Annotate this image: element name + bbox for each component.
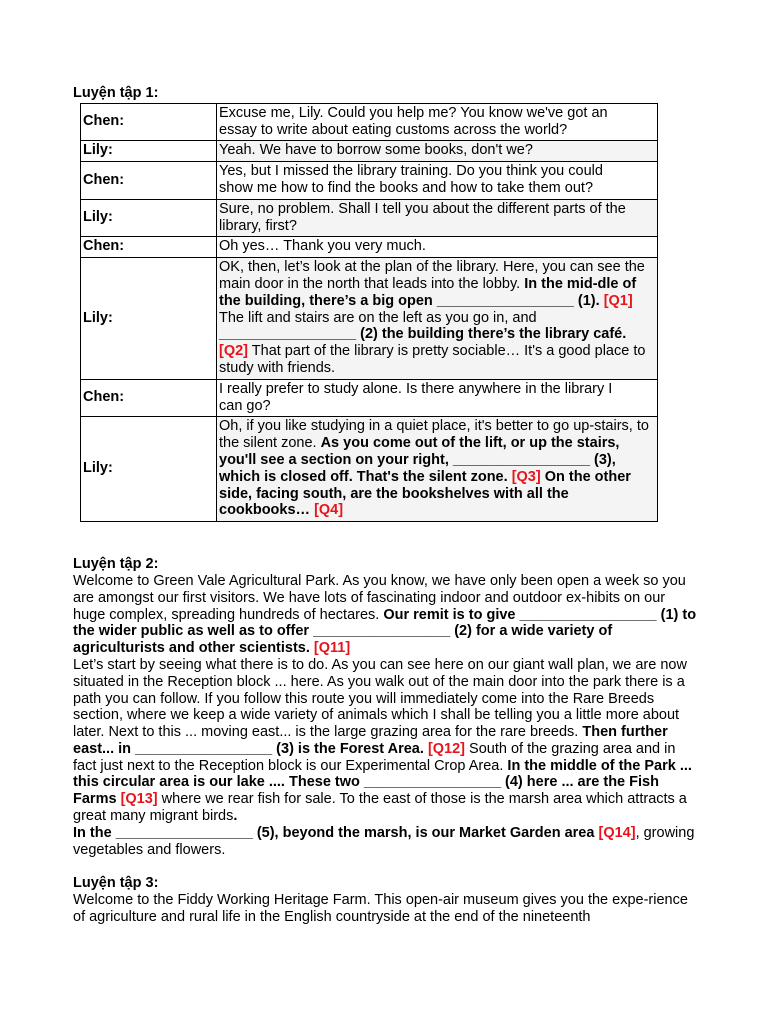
table-row [81,379,658,417]
speaker-cell: Lily: [81,141,217,162]
gap-sentence: On the other side, facing south, are the bookshelves with all the cookbooks… [219,468,631,519]
line-text: show me how to find the books and how to take them out? [219,179,594,196]
line-cell [217,237,658,258]
speaker-cell: Lily: [81,258,217,380]
line-text: That part of the library is pretty sociable… It's a good place to study with friends. [219,343,646,376]
line-text: OK, then, let’s look at the plan of the library. Here, you can see the main door in the north that leads into the lobby. [219,259,645,292]
line-text: I really prefer to study alone. Is there anywhere in the library I [219,380,613,397]
line-text: can go? [219,397,271,414]
line-cell [217,103,658,141]
gap-sentence: In the middle of the Park ... this circular area is our lake .... These two _________________ (4) here ... are the Fish Farms [73,757,692,808]
gap-sentence: As you come out of the lift, or up the stairs, you'll see a section on your right, _________________ (3), which is closed off. That's the silent zone. [219,435,620,485]
spacer [73,522,698,556]
table-row [81,103,658,141]
body-text: Welcome to the Fiddy Working Heritage Farm. This open-air museum gives you the expe-rience of agriculture and rural life in the English countryside at the end of the nineteenth [73,892,688,926]
gap-sentence: In the mid-dle of the building, there’s a big open _________________ (1). [219,275,637,309]
table-row [81,162,658,200]
body-text: Welcome to Green Vale Agricultural Park. As you know, we have only been open a week so you are amongst our first visitors. We have lots of fascinating indoor and outdoor ex-hibits on our huge complex, spreading hundreds of hectares. [73,572,686,623]
line-text: Oh, if you like studying in a quiet place, it's better to go up-stairs, to the silent zone. [219,418,649,452]
section3-heading: Luyện tập 3: [73,875,159,892]
question-marker: [Q1] [603,292,633,309]
table-row [81,199,658,237]
table-row [81,417,658,522]
dialogue-table [80,103,658,522]
line-text: The lift and stairs are on the left as you go in, and [219,309,537,326]
line-text: Sure, no problem. Shall I tell you about the different parts of the [219,200,626,217]
speaker-cell: Chen: [81,103,217,141]
line-cell [217,258,658,380]
gap-sentence: In the _________________ (5), beyond the marsh, is our Market Garden area [73,824,599,841]
section2-heading: Luyện tập 2: [73,556,159,573]
document-page [73,85,698,926]
speaker-cell: Chen: [81,237,217,258]
speaker-cell: Lily: [81,417,217,522]
section2-paragraph [73,573,698,859]
line-cell [217,417,658,522]
body-text: . [233,808,238,825]
table-row [81,237,658,258]
speaker-cell: Lily: [81,199,217,237]
line-text: Yes, but I missed the library training. Do you think you could [219,163,603,180]
line-text: Oh yes… Thank you very much. [219,238,426,255]
body-text: where we rear fish for sale. To the east of those is the marsh area which attracts a great many migrant birds [73,791,687,825]
line-text: Yeah. We have to borrow some books, don't we? [219,142,533,159]
gap-sentence: Our remit is to give _________________ (1) to the wider public as well as to offer _________________ (2) for a wide variety of agriculturists and other scientists. [73,606,697,657]
gap-sentence: _________________ (2) the building there’s the library café. [219,326,627,343]
question-marker: [Q2] [219,343,248,360]
body-text: Let’s start by seeing what there is to do. As you can see here on our giant wall plan, we are now situated in the Reception block ... here. As you walk out of the main door into the park there is a path you can follow. If you follow this route you will immediately come into the Rare Breeds section, where we keep a wide variety of animals which I shall be telling you a little more about later. Next to this ... moving east... is the large grazing area for the rare breeds. [73,656,687,741]
question-marker: [Q14] [598,824,636,841]
line-text: library, first? [219,217,297,234]
line-text: essay to write about eating customs across the world? [219,121,568,138]
table-row [81,258,658,380]
section1-heading: Luyện tập 1: [73,85,159,101]
question-marker: [Q11] [313,640,351,657]
line-text: Excuse me, Lily. Could you help me? You know we've got an [219,104,608,121]
line-cell [217,141,658,162]
question-marker: [Q12] [427,740,466,757]
question-marker: [Q13] [120,791,158,808]
gap-sentence: Then further east... in _________________ (3) is the Forest Area. [73,724,668,757]
spacer [73,858,698,875]
line-cell [217,199,658,237]
line-cell [217,162,658,200]
speaker-cell: Chen: [81,379,217,417]
body-text: , growing vegetables and flowers. [73,824,695,858]
section3-paragraph [73,892,698,926]
speaker-cell: Chen: [81,162,217,200]
table-row [81,141,658,162]
line-cell [217,379,658,417]
question-marker: [Q4] [314,502,344,519]
body-text: South of the grazing area and in fact just next to the Reception block is our Experimental Crop Area. [73,740,676,774]
question-marker: [Q3] [511,468,541,485]
